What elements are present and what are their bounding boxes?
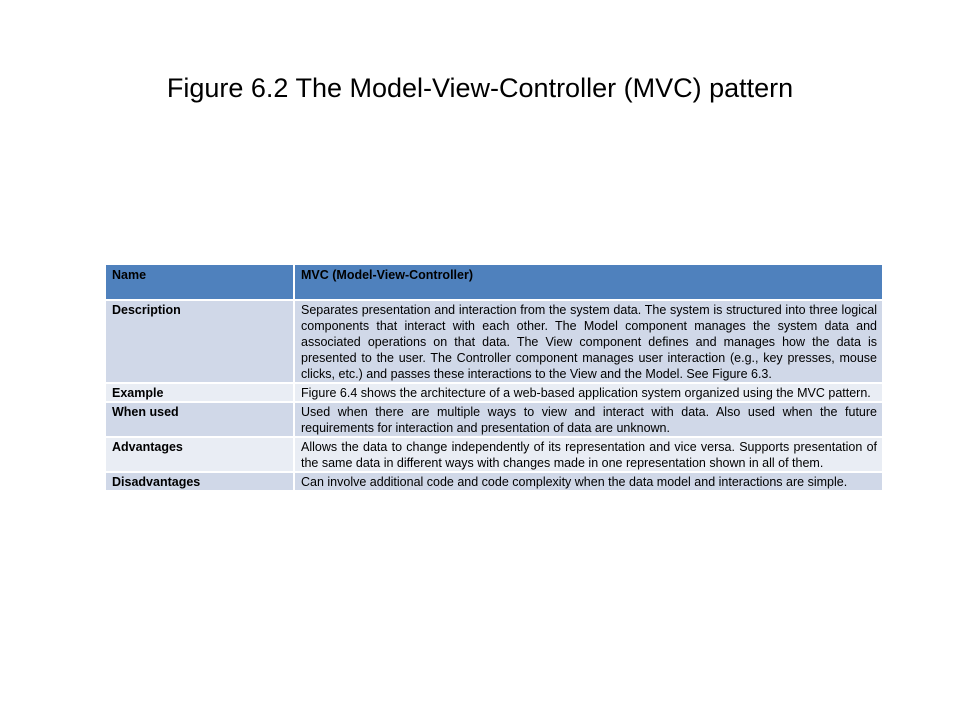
example-value: Figure 6.4 shows the architecture of a web-based application system organized using the MVC pattern. [294, 383, 882, 402]
table-row-advantages [106, 437, 882, 472]
name-label: Name [106, 265, 294, 300]
example-label: Example [106, 383, 294, 402]
table-row-when-used [106, 402, 882, 437]
description-label: Description [106, 300, 294, 383]
slide-title: Figure 6.2 The Model-View-Controller (MVC) pattern [166, 73, 794, 103]
description-value: Separates presentation and interaction from the system data. The system is structured into three logical components that interact with each other. The Model component manages the system data and associated operations on that data. The View component defines and manages how the data is presented to the user. The Controller component manages user interaction (e.g., key presses, mouse clicks, etc.) and passes these interactions to the View and the Model. See Figure 6.3. [294, 300, 882, 383]
pattern-table [106, 265, 882, 490]
name-value: MVC (Model-View-Controller) [294, 265, 882, 300]
advantages-label: Advantages [106, 437, 294, 472]
advantages-value: Allows the data to change independently of its representation and vice versa. Supports presentation of the same data in different ways with changes made in one representation shown in all of them. [294, 437, 882, 472]
table-row-example [106, 383, 882, 402]
table-row-disadvantages [106, 472, 882, 490]
when-used-value: Used when there are multiple ways to view and interact with data. Also used when the future requirements for interaction and presentation of data are unknown. [294, 402, 882, 437]
disadvantages-value: Can involve additional code and code complexity when the data model and interactions are simple. [294, 472, 882, 490]
disadvantages-label: Disadvantages [106, 472, 294, 490]
table-header-row [106, 265, 882, 300]
when-used-label: When used [106, 402, 294, 437]
table-row-description [106, 300, 882, 383]
